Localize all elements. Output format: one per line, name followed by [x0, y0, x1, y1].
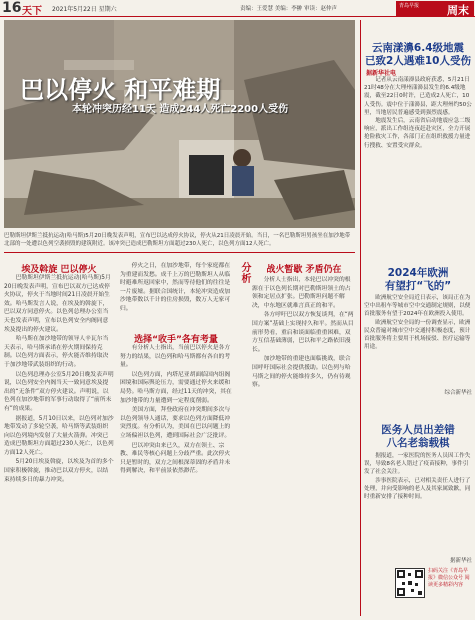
page-number: 16 [2, 0, 22, 16]
divider [4, 252, 355, 253]
qr-caption: 扫码关注《青岛早报》微信公众号 阅读更多精彩内容 [428, 568, 470, 588]
paragraph: 各方呼吁巴以双方恢复谈判，在“两国方案”基础上实现持久和平。然而从目前形势看，重启和谈面临重重困难，双方互信基础薄弱，巴以和平之路依旧漫长。 [252, 312, 354, 353]
paragraph: 有分析人士指出，当前巴以停火是各方努力的结果，以色列和哈马斯都有各自的考量。 [120, 345, 231, 369]
qr-code-icon [396, 569, 424, 597]
medical-title: 医务人员出差错 [381, 424, 455, 436]
analysis-title: 战火暂歇 矛盾仍在 [266, 265, 342, 275]
europe-title: 2024年欧洲 [387, 267, 449, 279]
paragraph: 欧洲航空安全局近日表示，该局正在为空中出租车等城市空中交通制定规则，以便首批服务有望于2024年在欧洲投入使用。 [364, 295, 471, 318]
paragraph: 记者从云南漾濞县政府获悉，5月21日21时48分在大理州漾濞县发生的6.4级地震，截至22日0时许，已造成2人死亡，10人受伤。震中位于漾濞县，距大理州约50公里，当地居民普遍感受到强烈震感。 [364, 77, 472, 116]
weekend-badge [396, 1, 474, 17]
paragraph: 巴以冲突由来已久，双方在领土、宗教、难民等核心问题上分歧严重。此次停火只是暂时的，双方之间根深蒂固的矛盾并未得到解决，和平前景依然渺茫。 [120, 442, 231, 475]
paragraph: 巴勒斯坦伊斯兰抵抗运动(哈马斯)5月20日晚发表声明，宣布巴以双方已达成停火协议，停火于当地时间21日凌晨开始生效。哈马斯发言人说，在埃及的斡旋下，巴以双方同意停火。以色列总理办公室当天也发表声明，宣布以色列安全内阁同意埃及提出的停火建议。 [4, 275, 111, 333]
paragraph: 美国方面，拜登政府在冲突期间多次与以色列领导人通话，要求以色列方面降低冲突烈度。有分析认为，美国在巴以问题上的立场偏袒以色列，遭到国际社会广泛批评。 [120, 407, 231, 439]
quake-source: 据新华社电 [366, 70, 397, 77]
paragraph: 地震发生后，云南省启动地震应急二级响应，派出工作组连夜赶赴灾区，全力开展抢险救灾工作，各部门正在组织救援力量进行搜救、安置受灾群众。 [364, 118, 471, 149]
europe-body [364, 294, 472, 384]
medical-title-line2: 八名老翁载棋 [386, 437, 450, 449]
issue-date: 2021年5月22日 星期六 [52, 6, 117, 13]
editor-credits: 责编：王爱慧 美编：李翀 审读：赵仲声 [240, 6, 337, 12]
paragraph: 分析人士指出，本轮巴以冲突的根源在于以色列长期对巴勒斯坦领土的占领和定居点扩张。巴勒斯坦问题不解决，中东地区就难言真正的和平。 [252, 277, 351, 309]
headline: 巴以停火 和平难期 [20, 76, 221, 104]
analysis-tag: 分析 [239, 262, 250, 284]
badge-word: 周末 [447, 4, 469, 17]
paragraph: 以色列方面，内塔尼亚胡面临国内组阁困境和国际舆论压力，需要通过停火来缓和局势。哈马斯方面，经过11天的冲突，其在加沙地带的力量遭到一定程度削弱。 [120, 371, 232, 404]
lead-photo [4, 20, 355, 228]
paragraph: 据报道，一家医院的医务人员因工作失误，导致8名老人错过了疫苗接种，事件引发了社会关注。 [364, 453, 471, 476]
column-divider [360, 20, 361, 616]
lead-photo-illustration [4, 20, 355, 228]
paragraph: 哈马斯在加沙地带的领导人辛瓦尔当天表示，哈马斯承诺在停火期间保持克制。以色列方面表示，停火能否维持取决于加沙地带武装组织的行动。 [4, 336, 109, 368]
quake-body [364, 76, 472, 256]
photo-caption: 巴勒斯坦伊斯兰抵抗运动(哈马斯)5月20日晚发表声明，宣布巴以达成停火协议，停火从21日凌晨开始。当日，一名巴勒斯坦男孩坐在加沙地带北部的一处遭以色列空袭损毁的建筑附近。该冲突已造成巴勒斯坦方面超过230人死亡，以色列方面12人死亡。 [4, 233, 351, 247]
quake-title: 云南漾濞6.4级地震 [371, 42, 465, 54]
article-column-1 [4, 274, 114, 616]
europe-author: 综合新华社 [444, 390, 472, 396]
paragraph: 5月20日埃及斡旋，以埃及为首的多个国家积极斡旋，推动巴以双方停火，以结束持续多日的暴力冲突。 [4, 459, 114, 483]
qr-code[interactable] [395, 568, 425, 598]
analysis-body [252, 276, 356, 616]
paragraph: 停火之日，在加沙地带，每个家庭都在为重建而发愁。成千上万的巴勒斯坦人从临时避难所返回家中，然而等待他们的往往是一片废墟。据联合国统计，本轮冲突造成加沙地带数以千计的住房损毁，数万人无家可归。 [120, 263, 231, 312]
paragraph: 据报道，5月10日以来，以色列对加沙地带发动了多轮空袭，哈马斯等武装组织向以色列境内发射了大量火箭弹。冲突已造成巴勒斯坦方面超过230人死亡，以色列方面12人死亡。 [4, 415, 114, 456]
article-column-2 [120, 344, 232, 616]
subheading-truce: 埃及斡旋 巴以停火 [21, 265, 97, 275]
section-name: 天下 [22, 6, 42, 17]
paragraph: 以色列总理办公室5月20日晚发表声明说，以色列安全内阁当天一致同意埃及提出的“无条件”双方停火建议。声明说，以色列在加沙地带的军事行动取得了“前所未有”的成果。 [4, 371, 114, 412]
medical-body [364, 452, 472, 552]
paragraph: 加沙地带的重建也面临挑战，联合国呼吁国际社会提供援助。以色列与哈马斯之间的停火能维持多久，仍有待观察。 [252, 356, 351, 389]
subheadline: 本轮冲突历经11天 造成244人死亡2200人受伤 [72, 104, 289, 115]
badge-label: 青岛早报 [399, 3, 420, 9]
quake-title-line2: 已致2人遇难10人受伤 [365, 55, 471, 67]
medical-author: 据新华社 [449, 558, 472, 564]
article-column-2-top [120, 262, 232, 324]
paragraph: 欧洲航空安全局的一份调查显示，欧洲民众普遍对城市空中交通持积极态度，预计首批服务将主要用于机场接驳、医疗运输等用途。 [364, 319, 471, 351]
subheading-considerations: 选择“收手”各有考量 [134, 335, 218, 345]
europe-title-line2: 有望打“飞的” [384, 280, 452, 292]
paragraph: 涉事医院表示，已对相关责任人进行了处理，并向受影响的老人及其家属致歉，同时重新安排了接种时间。 [364, 477, 471, 501]
